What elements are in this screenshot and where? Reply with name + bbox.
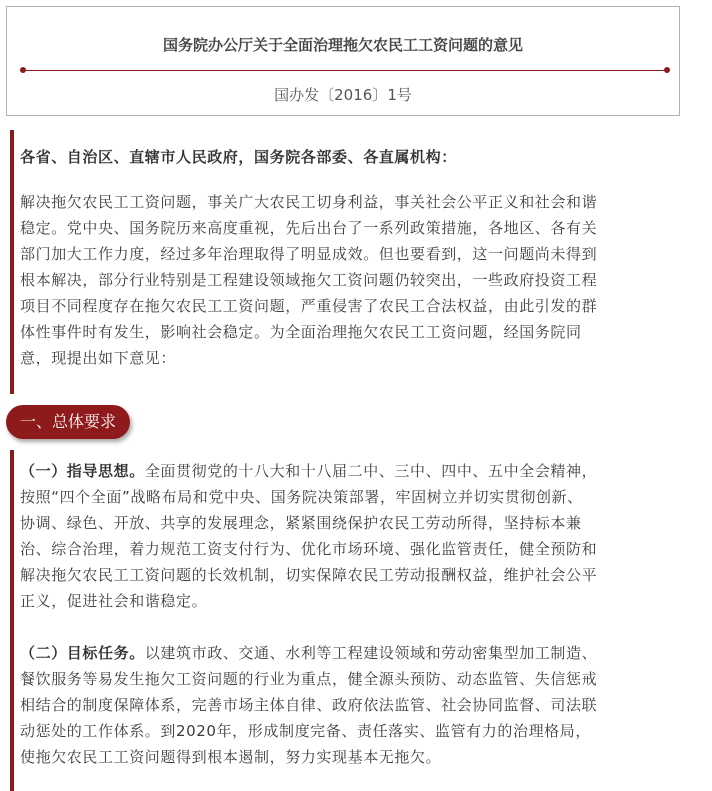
intro-block — [10, 130, 680, 394]
title-divider — [23, 70, 667, 71]
document-header — [6, 6, 680, 116]
target-tasks-lead: （二）目标任务。 — [20, 644, 145, 662]
paragraph-line: 以建筑市政、交通、水利等工程建设领域和劳动密集型加工制造、 — [144, 644, 598, 662]
intro-line: 意，现提出如下意见： — [20, 349, 177, 367]
intro-line: 项目不同程度存在拖欠农民工工资问题，严重侵害了农民工合法权益，由此引发的群 — [20, 297, 598, 315]
guiding-ideology-lead: （一）指导思想。 — [20, 462, 145, 480]
target-tasks-paragraph — [20, 640, 680, 770]
guiding-ideology-paragraph — [20, 458, 680, 614]
intro-line: 解决拖欠农民工工资问题，事关广大农民工切身利益，事关社会公平正义和社会和谐 — [20, 193, 598, 211]
paragraph-line: 动惩处的工作体系。到2020年，形成制度完备、责任落实、监管有力的治理格局， — [20, 722, 591, 740]
section-heading-general-requirements: 一、总体要求 — [6, 405, 130, 439]
divider-right-dot — [664, 67, 670, 73]
paragraph-line: 相结合的制度保障体系，完善市场主体自律、政府依法监管、社会协同监督、司法联 — [20, 696, 598, 714]
paragraph-line: 解决拖欠农民工工资问题的长效机制，切实保障农民工劳动报酬权益，维护社会公平 — [20, 566, 598, 584]
paragraph-line: 正义，促进社会和谐稳定。 — [20, 592, 208, 610]
salutation: 各省、自治区、直辖市人民政府，国务院各部委、各直属机构： — [20, 148, 457, 166]
section1-block — [10, 450, 680, 791]
intro-line: 部门加大工作力度，经过多年治理取得了明显成效。但也要看到，这一问题尚未得到 — [20, 245, 598, 263]
paragraph-line: 全面贯彻党的十八大和十八届二中、三中、四中、五中全会精神， — [144, 462, 598, 480]
divider-left-dot — [20, 67, 26, 73]
document-number: 国办发〔2016〕1号 — [274, 86, 412, 104]
intro-line: 稳定。党中央、国务院历来高度重视，先后出台了一系列政策措施，各地区、各有关 — [20, 219, 598, 237]
paragraph-line: 治、综合治理，着力规范工资支付行为、优化市场环境、强化监管责任，健全预防和 — [20, 540, 598, 558]
paragraph-line: 餐饮服务等易发生拖欠工资问题的行业为重点，健全源头预防、动态监管、失信惩戒 — [20, 670, 598, 688]
intro-paragraph — [20, 189, 680, 371]
paragraph-line: 使拖欠农民工工资问题得到根本遏制，努力实现基本无拖欠。 — [20, 748, 442, 766]
intro-line: 体性事件时有发生，影响社会稳定。为全面治理拖欠农民工工资问题，经国务院同 — [20, 323, 582, 341]
intro-line: 根本解决，部分行业特别是工程建设领域拖欠工资问题仍较突出，一些政府投资工程 — [20, 271, 598, 289]
paragraph-line: 协调、绿色、开放、共享的发展理念，紧紧围绕保护农民工劳动所得，坚持标本兼 — [20, 514, 582, 532]
document-title: 国务院办公厅关于全面治理拖欠农民工工资问题的意见 — [162, 36, 523, 54]
paragraph-line: 按照“四个全面”战略布局和党中央、国务院决策部署，牢固树立并切实贯彻创新、 — [20, 488, 583, 506]
